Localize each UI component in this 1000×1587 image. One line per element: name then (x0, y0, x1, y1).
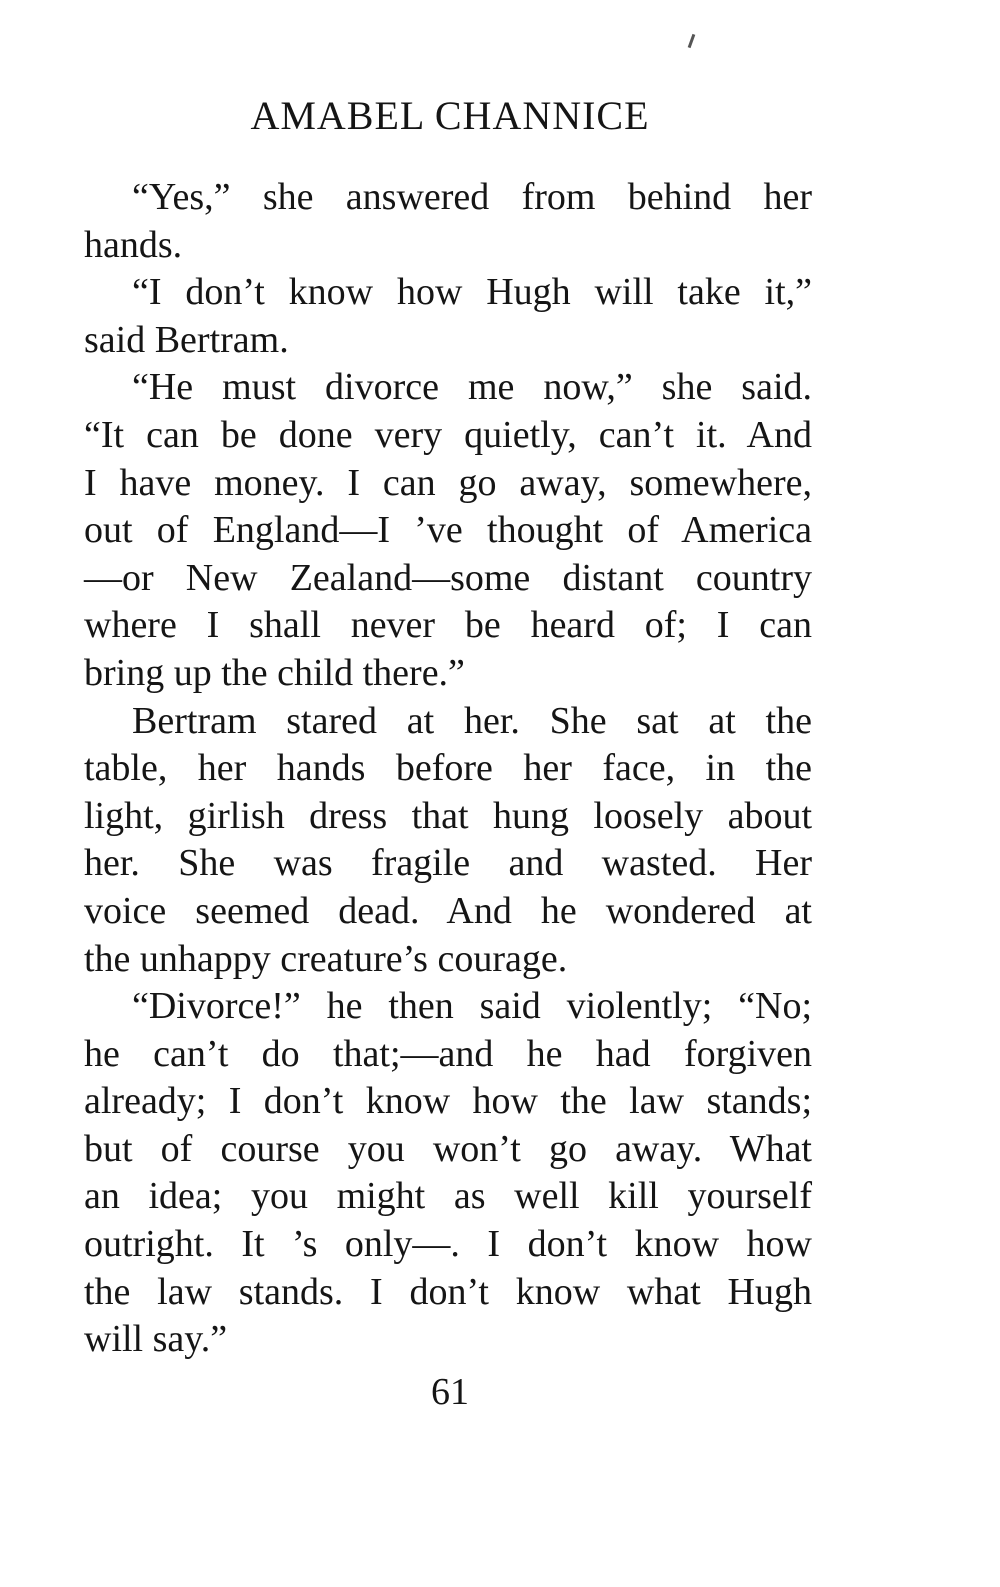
text-line: already; I don’t know how the law stands; (84, 1080, 812, 1123)
text-line: “It can be done very quietly, can’t it. And (84, 413, 812, 456)
margin-mark (688, 34, 696, 48)
text-line: out of England—I ’ve thought of America (84, 509, 812, 552)
page-number: 61 (431, 1371, 469, 1413)
body-text (84, 174, 812, 1364)
paragraph (84, 983, 812, 1364)
text-line: an idea; you might as well kill yourself (84, 1175, 812, 1218)
text-line: Bertram stared at her. She sat at the (132, 699, 812, 742)
text-line: “I don’t know how Hugh will take it,” (132, 271, 812, 314)
text-line: “Yes,” she answered from behind her (132, 176, 812, 218)
paragraph (84, 269, 812, 364)
running-title: AMABEL CHANNICE (250, 93, 650, 138)
text-line: table, her hands before her face, in the (84, 747, 812, 790)
paragraph (84, 364, 812, 697)
text-line: the law stands. I don’t know what Hugh (84, 1270, 812, 1313)
text-line: “He must divorce me now,” she said. (132, 366, 812, 409)
text-line: said Bertram. (84, 318, 289, 361)
text-line: “Divorce!” he then said violently; “No; (132, 985, 812, 1028)
text-line: light, girlish dress that hung loosely about (84, 794, 812, 837)
text-line: will say.” (84, 1318, 228, 1361)
text-line: —or New Zealand—some distant country (84, 556, 812, 599)
text-line: outright. It ’s only—. I don’t know how (84, 1223, 812, 1266)
text-line: where I shall never be heard of; I can (84, 604, 812, 647)
text-line: I have money. I can go away, somewhere, (84, 461, 812, 504)
text-line: he can’t do that;—and he had forgiven (84, 1032, 812, 1075)
text-line: bring up the child there.” (84, 651, 465, 694)
text-line: voice seemed dead. And he wondered at (84, 889, 812, 932)
paragraph (84, 698, 812, 984)
paragraph (84, 174, 812, 269)
text-line: but of course you won’t go away. What (84, 1127, 812, 1170)
text-line: the unhappy creature’s courage. (84, 937, 568, 980)
text-line: her. She was fragile and wasted. Her (84, 842, 812, 885)
text-line: hands. (84, 223, 183, 266)
